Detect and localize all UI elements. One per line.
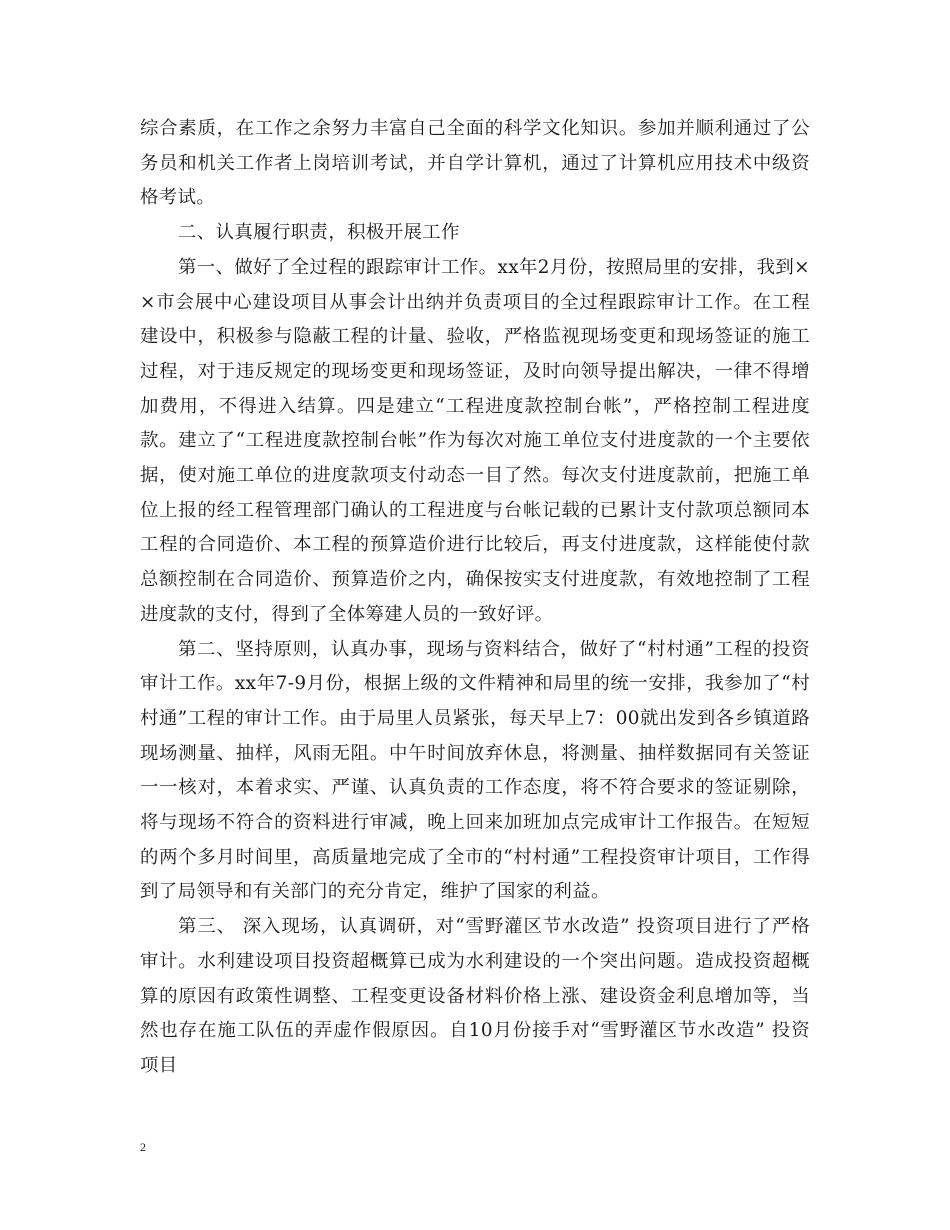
paragraph-first-item: 第一、做好了全过程的跟踪审计工作。xx年2月份，按照局里的安排，我到××市会展中心建设项目从事会计出纳并负责项目的全过程跟踪审计工作。在工程建设中，积极参与隐蔽工程的计量、验收，严格监视现场变更和现场签证的施工过程，对于违反规定的现场变更和现场签证，及时向领导提出解决，一律不得增加费用，不得进入结算。四是建立“工程进度款控制台帐”，严格控制工程进度款。建立了“工程进度款控制台帐”作为每次对施工单位支付进度款的一个主要依据，使对施工单位的进度款项支付动态一目了然。每次支付进度款前，把施工单位上报的经工程管理部门确认的工程进度与台帐记载的已累计支付款项总额同本工程的合同造价、本工程的预算造价进行比较后，再支付进度款，这样能使付款总额控制在合同造价、预算造价之内，确保按实支付进度款，有效地控制了工程进度款的支付，得到了全体筹建人员的一致好评。	[140, 256, 810, 625]
paragraph-continuation: 综合素质，在工作之余努力丰富自己全面的科学文化知识。参加并顺利通过了公务员和机关工作者上岗培训考试，并自学计算机，通过了计算机应用技术中级资格考试。	[140, 118, 810, 209]
paragraph-third-item: 第三、 深入现场，认真调研，对“雪野灌区节水改造” 投资项目进行了严格审计。水利建设项目投资超概算已成为水利建设的一个突出问题。造成投资超概算的原因有政策性调整、工程变更设备材料价格上涨、建设资金利息增加等，当然也存在施工队伍的弄虚作假原因。自10月份接手对“雪野灌区节水改造” 投资项目	[140, 916, 810, 1076]
section-heading: 二、认真履行职责，积极开展工作	[178, 222, 460, 244]
document-body	[140, 112, 810, 1084]
paragraph-second-item: 第二、坚持原则，认真办事，现场与资料结合，做好了“村村通”工程的投资审计工作。xx年7-9月份，根据上级的文件精神和局里的统一安排，我参加了“村村通”工程的审计工作。由于局里人员紧张，每天早上7：00就出发到各乡镇道路现场测量、抽样，风雨无阻。中午时间放弃休息，将测量、抽样数据同有关签证一一核对，本着求实、严谨、认真负责的工作态度，将不符合要求的签证剔除，将与现场不符合的资料进行审减，晚上回来加班加点完成审计工作报告。在短短的两个多月时间里，高质量地完成了全市的“村村通”工程投资审计项目，工作得到了局领导和有关部门的充分肯定，维护了国家的利益。	[140, 638, 810, 903]
page-number: 2	[140, 1140, 146, 1154]
